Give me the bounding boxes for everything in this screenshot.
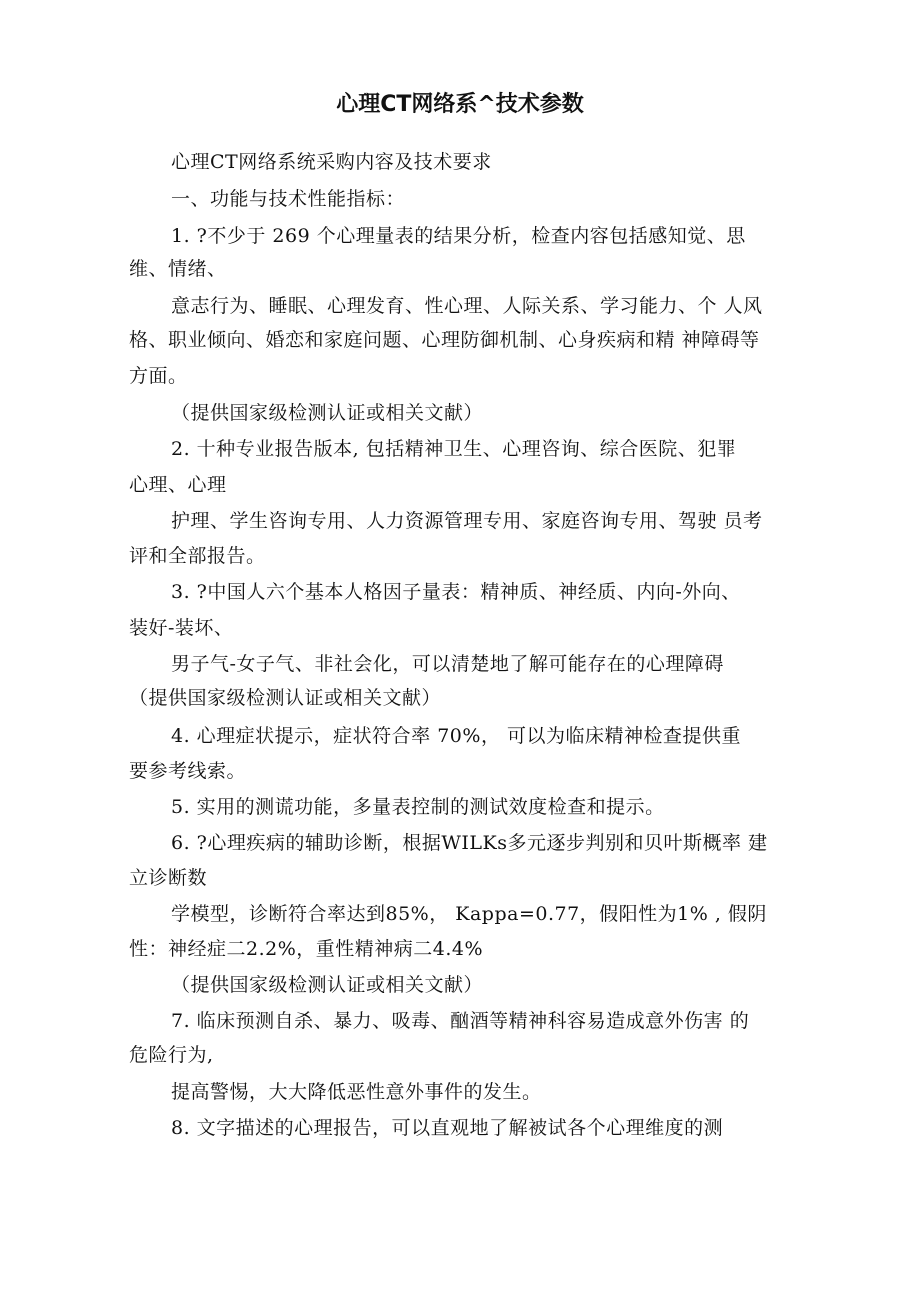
item-6-line-3: 学模型，诊断符合率达到85%， Kappa=0.77，假阳性为1% , 假阴 <box>171 903 767 925</box>
item-7-line-3: 提高警惕，大大降低恶性意外事件的发生。 <box>171 1081 542 1103</box>
item-7-line-1: 7. 临床预测自杀、暴力、吸毒、酗酒等精神科容易造成意外伤害 的 <box>171 1010 750 1032</box>
item-3-line-2: 装好-装坏、 <box>129 617 234 639</box>
item-1-line-4: 格、职业倾向、婚恋和家庭问题、心理防御机制、心身疾病和精 神障碍等 <box>129 329 760 351</box>
item-3-note: （提供国家级检测认证或相关文献） <box>129 687 442 709</box>
item-6-note: （提供国家级检测认证或相关文献） <box>171 974 484 996</box>
section-heading: 心理CT网络系统采购内容及技术要求 <box>171 151 492 173</box>
item-8-line-1: 8. 文字描述的心理报告，可以直观地了解被试各个心理维度的测 <box>171 1117 724 1139</box>
item-2-line-3: 护理、学生咨询专用、人力资源管理专用、家庭咨询专用、驾驶 员考 <box>171 510 763 532</box>
item-1-line-3: 意志行为、睡眠、心理发育、性心理、人际关系、学习能力、个 人风 <box>171 295 763 317</box>
item-2-line-4: 评和全部报告。 <box>129 545 266 567</box>
item-2-line-1: 2. 十种专业报告版本, 包括精神卫生、心理咨询、综合医院、犯罪 <box>171 438 737 460</box>
item-7-line-2: 危险行为, <box>129 1044 214 1066</box>
item-1-line-2: 维、情绪、 <box>129 258 227 280</box>
item-5-line-1: 5. 实用的测谎功能，多量表控制的测试效度检查和提示。 <box>171 796 665 818</box>
item-4-line-2: 要参考线索。 <box>129 760 247 782</box>
item-1-line-5: 方面。 <box>129 365 188 387</box>
document-title: 心理CT网络系^技术参数 <box>336 92 584 117</box>
item-2-line-2: 心理、心理 <box>129 474 227 496</box>
item-3-line-3: 男子气-女子气、非社会化，可以清楚地了解可能存在的心理障碍 <box>171 653 724 675</box>
item-6-line-4: 性：神经症二2.2%，重性精神病二4.4% <box>129 938 484 960</box>
item-6-line-1: 6. ?心理疾病的辅助诊断，根据WILKs多元逐步判别和贝叶斯概率 建 <box>171 832 768 854</box>
item-3-line-1: 3. ?中国人六个基本人格因子量表：精神质、神经质、内向-外向、 <box>171 581 741 603</box>
item-4-line-1: 4. 心理症状提示，症状符合率 70%， 可以为临床精神检查提供重 <box>171 725 741 747</box>
item-1-note: （提供国家级检测认证或相关文献） <box>171 402 484 424</box>
item-1-line-1: 1. ?不少于 269 个心理量表的结果分析，检查内容包括感知觉、思 <box>171 225 746 247</box>
item-6-line-2: 立诊断数 <box>129 867 208 889</box>
subsection-heading: 一、功能与技术性能指标： <box>171 188 406 210</box>
